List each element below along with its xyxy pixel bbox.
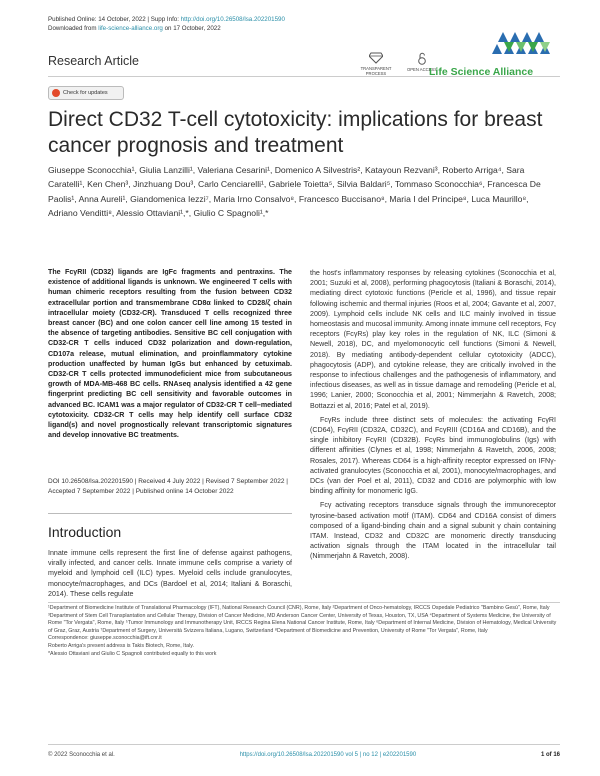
right-column-paragraph-3: Fcγ activating receptors transduce signals through the immunoreceptor tyrosine-based activation motif (ITAM). CD64 and CD16A consist of dimers composed of a ligand-binding chain and a signal subunit γ chain containing ITAM. Instead, CD32 and CD32C are monomeric directly transducing activation signals through the ITAM located in the intracellular tail (Nimmerjahn & Ravetch, 2008). [310,501,556,561]
badge-group [360,52,438,76]
author-list: Giuseppe Sconocchia¹, Giulia Lanzilli¹, Valeriana Cesarini¹, Domenico A Silvestris², Katayoun Rezvani³, Roberto Arriga⁴, Sara Caratelli¹, Ken Chen³, Jinzhuang Dou³, Carlo Cenciarelli¹, Gabriele Toietta⁵, Silvia Baldari⁵, Tommaso Sconocchia⁶, Francesca De Paolis¹, Anna Aureli¹, Giandomenica Iezzi⁷, Maria Irno Consalvo⁸, Francesco Buccisano⁸, Maria I del Principe⁸, Luca Maurillo⁸, Adriano Venditti⁸, Alessio Ottaviani¹,*, Giulio C Spagnoli¹,* [48,165,541,218]
footnotes [48,605,558,658]
doi-dates-line: DOI 10.26508/lsa.202201590 | Received 4 July 2022 | Revised 7 September 2022 | Accepted 7 September 2022 | Published online 14 October 2022 [48,478,288,495]
transparent-process-label: TRANSPARENT PROCESS [360,66,392,76]
footer-doi-link[interactable]: https://doi.org/10.26508/lsa.202201590 vol 5 | no 12 | e202201590 [239,752,417,758]
check-for-updates-button[interactable] [48,86,124,100]
published-online-text: Published Online: 14 October, 2022 | Supp Info: [48,16,181,23]
check-for-updates-label: Check for updates [63,90,108,96]
crossmark-icon [52,89,60,97]
journal-name: Life Science Alliance [429,66,534,78]
equal-contribution-footnote: *Alessio Ottaviani and Giulio C Spagnoli contributed equally to this work [48,650,217,657]
header-divider [48,76,560,77]
journal-site-link[interactable]: life-science-alliance.org [98,25,163,32]
footnote-divider [48,602,560,603]
section-divider [48,513,292,514]
article-title: Direct CD32 T-cell cytotoxicity: implications for breast cancer prognosis and treatment [48,108,543,157]
open-lock-icon [417,52,427,65]
page-number: 1 of 16 [540,752,560,758]
download-date-text: on 17 October, 2022 [162,25,221,32]
article-type: Research Article [48,54,140,68]
open-access-label: OPEN ACCESS [406,67,438,72]
page-footer-divider [48,744,560,745]
introduction-heading: Introduction [48,524,122,540]
present-address-footnote: Roberto Arriga's present address is Takis Biotech, Rome, Italy. [48,642,194,649]
abstract: The FcγRII (CD32) ligands are IgFc fragments and pentraxins. The existence of additional ligands is unknown. We engineered T cells with human chimeric receptors resulting from the fusion between CD32 extracellular portion and transmembrane CD8α linked to CD28/ζ chain intracellular moiety (CD32-CR). Transduced T cells recognized three breast cancer (BC) and one colon cancer cell line among 15 tested in the absence of targeting antibodies. Sensitive BC cell conjugation with CD32-CR T cells induced CD32 polarization and down-regulation, CD107a release, mutual elimination, and proinflammatory cytokine production unaffected by human IgGs but enhanced by cetuximab. CD32-CR T cells protected immunodeficient mice from subcutaneous growth of MDA-MB-468 BC cells. RNAseq analysis identified a 42 gene fingerprint predicting BC cell sensitivity and favorable outcomes in advanced BC. ICAM1 was a major regulator of CD32-CR T cell–mediated cytotoxicity. CD32-CR T cells may help identify cell surface CD32 ligand(s) and novel prognostically relevant transcriptomic signatures and develop innovative BC treatments. [48,268,292,440]
correspondence-footnote: Correspondence: giuseppe.sconocchia@ift.cnr.it [48,635,162,642]
page-footer [48,752,560,758]
diamond-icon [369,52,383,64]
right-column-paragraph-1: the host's inflammatory responses by releasing cytokines (Sconocchia et al, 2001; Suzuki et al, 2008), performing phagocytosis (Italiani & Boraschi, 2014), mediating direct cytotoxic functions (Pericle et al, 1996), and tissue repair following ischemic and thermal injuries (Roos et al, 2004; Gavante et al, 2007, 2009). Lymphoid cells include NK cells and ILC mainly involved in tissue homeostasis and mucosal immunity. Among innate immune cell receptors, Fcγ receptors (FcγRs) play key roles in the regulation of NK, ILC (Simoni & Newell, 2018), DC, and myelomonocytic cell functions (Simoni & Newell, 2018). By mediating antibody-dependent cellular cytotoxicity (ADCC), phagocytosis (ADP), and cytokine release, they are critically involved in the response to infectious challenges and the pathogenesis of inflammatory, and infectious diseases, as well as in tissue damage and remodeling (Pericle et al, 1996; Lanier, 2000; Sconocchia et al, 2001; Nimmerjahn & Ravetch, 2008; Bottazzi et al, 2016; Patel et al, 2019). [310,269,556,410]
transparent-process-badge[interactable] [360,52,392,76]
introduction-paragraph-1: Innate immune cells represent the first line of defense against pathogens, virally infected, and cancer cells. Innate immune cells comprise a variety of myeloid and lymphoid cell (ILC) types. Myeloid cells include granulocytes, monocyte/macrophages, and DCs (Bardoel et al, 2014; Italiani & Boraschi, 2014). These cells regulate [48,549,292,598]
affiliations-footnote: ¹Department of Biomedicine Institute of Translational Pharmacology (IFT), National Research Council (CNR), Rome, Italy ²Department of Onco-hematology, IRCCS Ospedale Pediatrico "Bambino Gesù", Rome, Italy ³Department of Stem Cell Transplantation and Cellular Therapy, Division of Cancer Medicine, MD Anderson Cancer Center, University of Texas, Houston, TX, USA ⁴Department of Systems Medicine, the University of Rome "Tor Vergata", Rome, Italy ⁵Tumor Immunology and Immunotherapy Unit, IRCCS Regina Elena National Cancer Institute, Rome, Italy ⁶Department of Internal Medicine, Division of Hematology, Medical University of Graz, Graz, Austria ⁷Department of Surgery, Università Svizzera Italiana, Lugano, Switzerland ⁸Department of Biomedicine and Prevention, University of Rome "Tor Vergata", Rome, Italy [48,605,557,634]
publication-info [48,15,285,33]
supp-info-link[interactable]: http://doi.org/10.26508/lsa.202201590 [180,16,285,23]
right-column-paragraph-2: FcγRs include three distinct sets of molecules: the activating FcγRI (CD64), FcγRII (CD32A, CD32C), and FcγRIII (CD16A and CD16B), and the single inhibitory FcγRII (CD32B). FcγRs bind immunoglobulins (Igs) with different affinities (Clynes et al, 1998; Nimmerjahn & Ravetch, 2006, 2008; Rosales, 2017). Whereas CD64 is a high-affinity receptor expressed on IFNγ-activated granulocytes (Sconocchia et al, 2001), monocyte/macrophages, and DCs (van der Poel et al, 2011), CD32 and CD16 are polymorphic with low binding affinity for monomeric IgG. [310,415,556,496]
right-column [310,268,556,566]
downloaded-from-text: Downloaded from [48,25,99,32]
copyright: © 2022 Sconocchia et al. [48,752,115,758]
